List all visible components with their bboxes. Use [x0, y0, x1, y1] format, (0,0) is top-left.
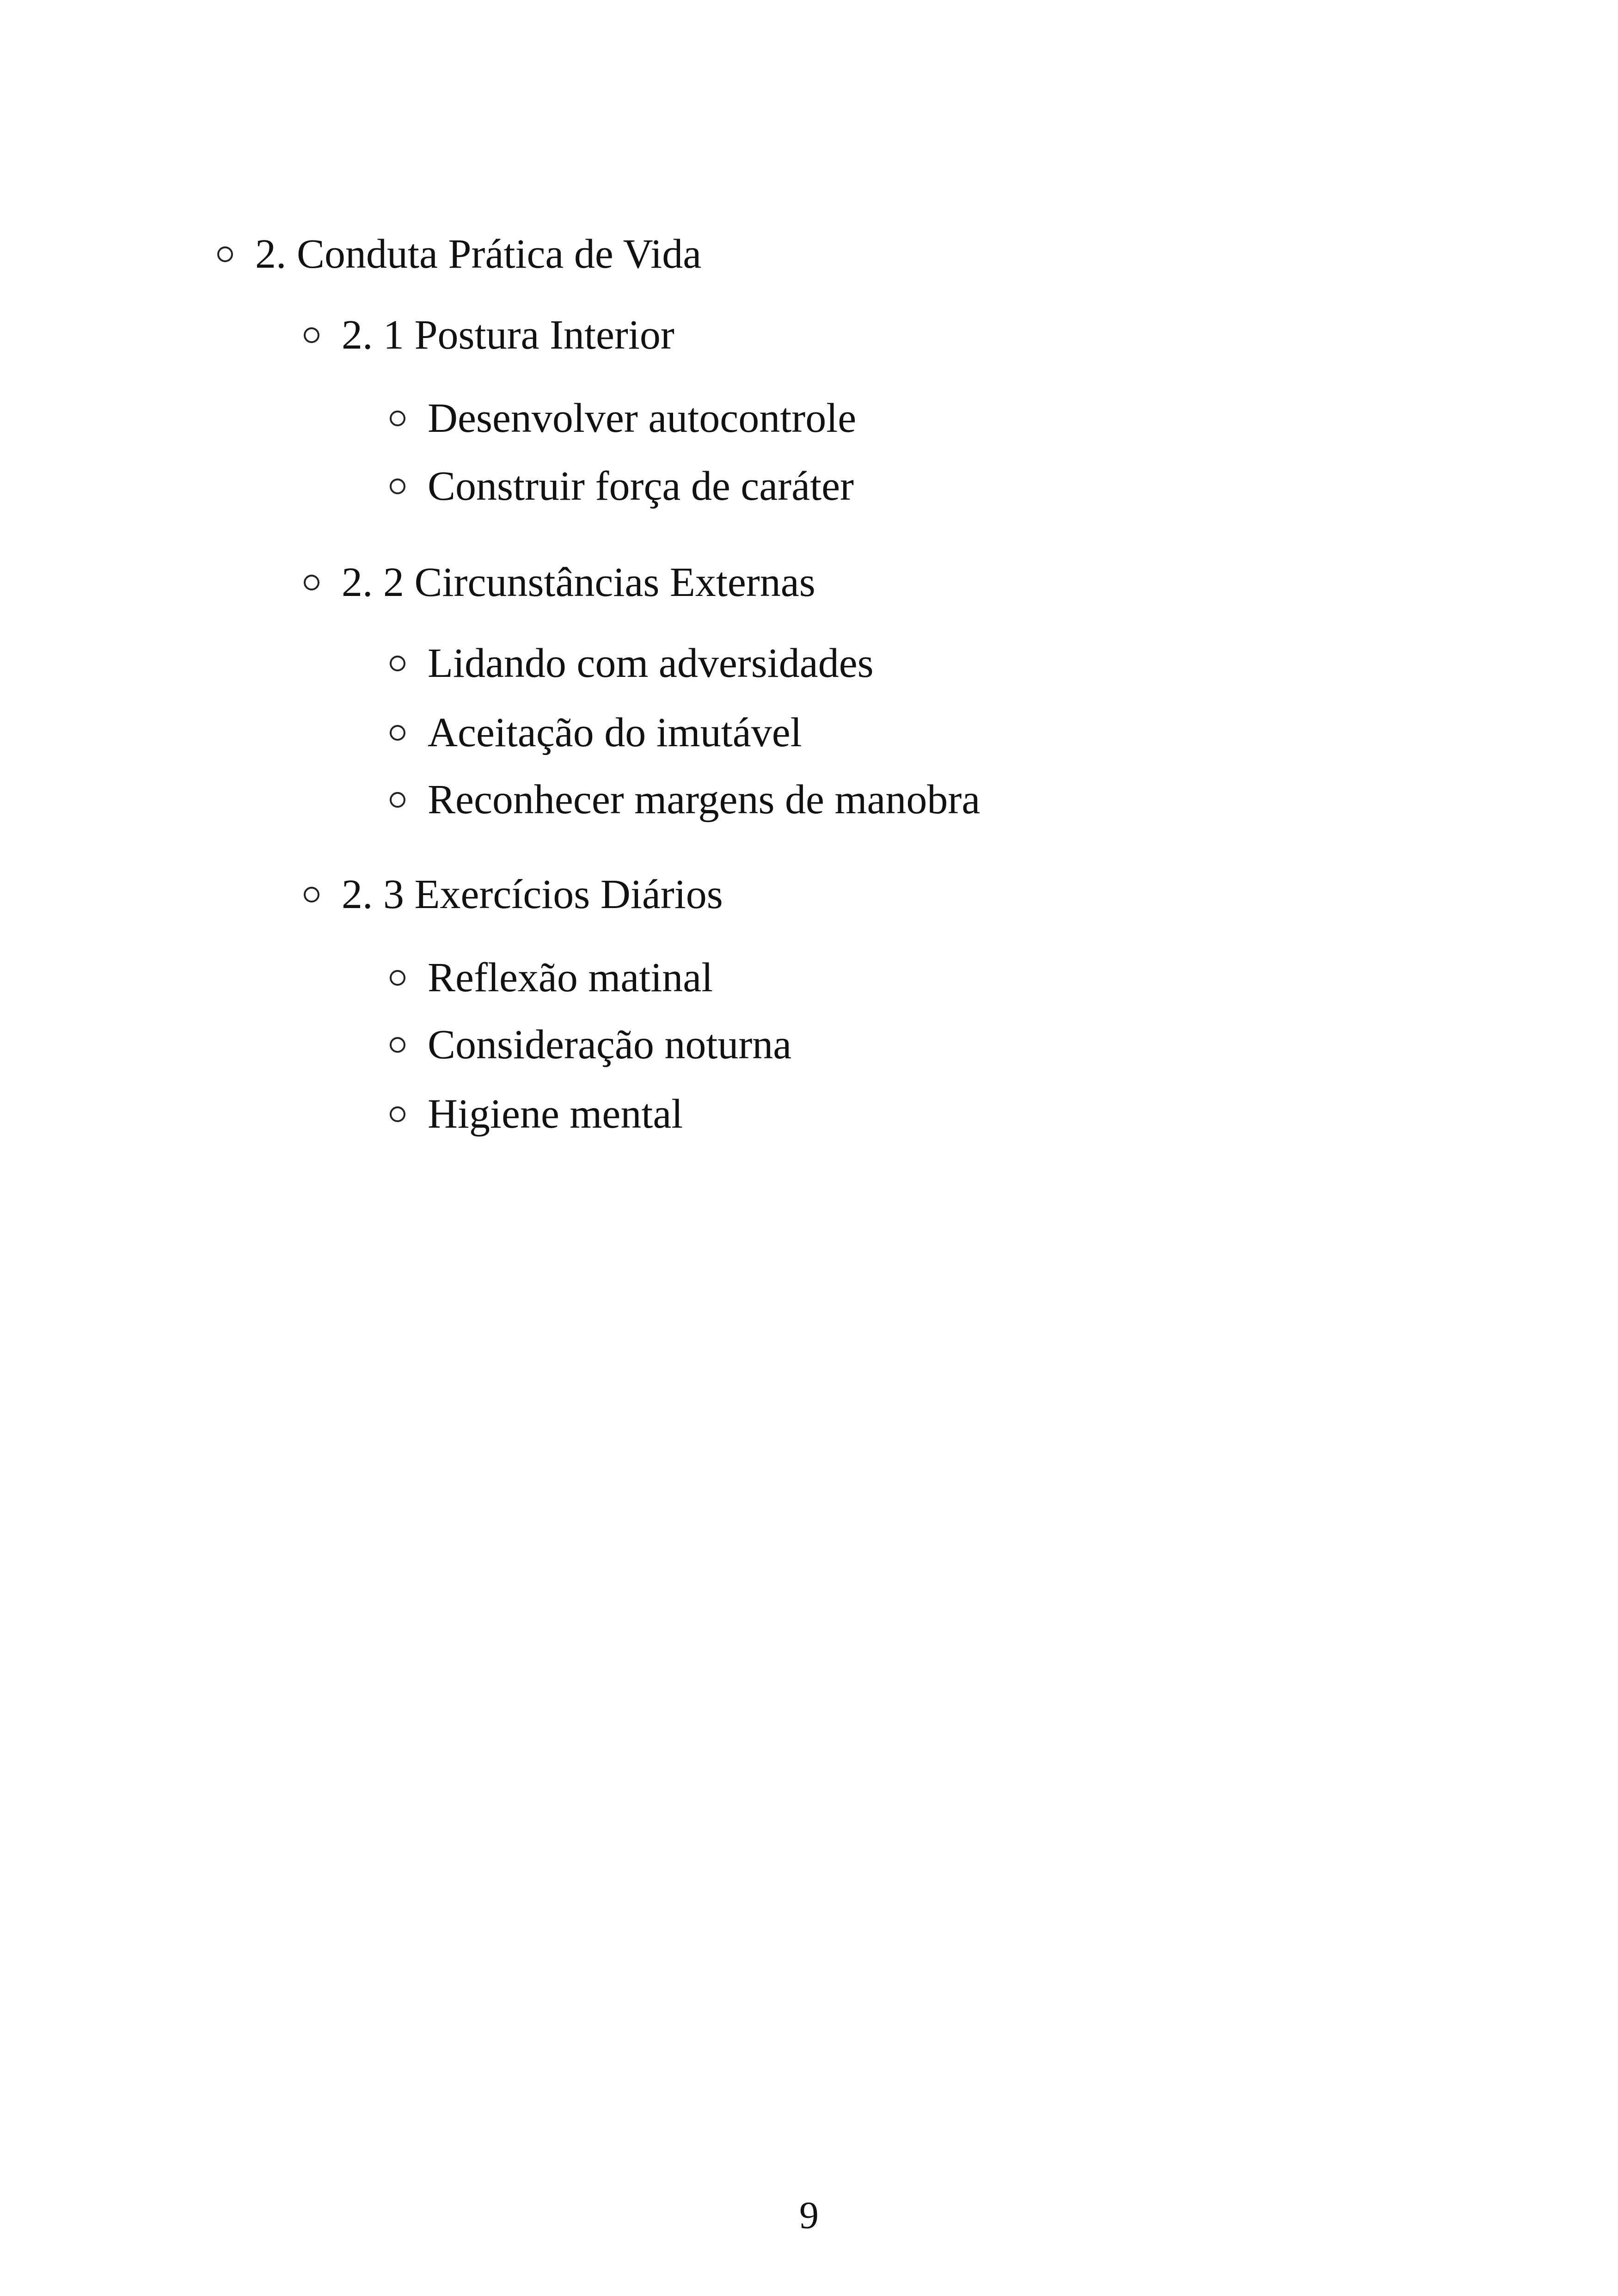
list-item-text: Lidando com adversidades — [428, 640, 874, 686]
hollow-circle-bullet-icon — [390, 1037, 405, 1053]
list-item-text: Higiene mental — [428, 1091, 683, 1137]
hollow-circle-bullet-icon — [217, 246, 233, 262]
hollow-circle-bullet-icon — [304, 327, 319, 343]
hollow-circle-bullet-icon — [390, 479, 405, 494]
list-item-text: Reflexão matinal — [428, 955, 713, 1001]
list-item-text: Reconhecer margens de manobra — [428, 777, 981, 823]
list-item — [390, 1093, 683, 1135]
subsection-title: 2. 2 Circunstâncias Externas — [342, 559, 815, 605]
list-item-text: Construir força de caráter — [428, 463, 854, 509]
hollow-circle-bullet-icon — [390, 656, 405, 671]
list-item — [390, 712, 802, 754]
list-item — [390, 1024, 791, 1066]
hollow-circle-bullet-icon — [304, 887, 319, 902]
list-item — [390, 640, 874, 686]
outline-subsection — [304, 874, 723, 915]
hollow-circle-bullet-icon — [390, 725, 405, 741]
outline-subsection — [304, 559, 815, 605]
hollow-circle-bullet-icon — [390, 792, 405, 808]
section-title: 2. Conduta Prática de Vida — [255, 231, 702, 277]
hollow-circle-bullet-icon — [304, 575, 319, 590]
hollow-circle-bullet-icon — [390, 411, 405, 426]
list-item — [390, 957, 713, 999]
page-number: 9 — [799, 2194, 819, 2237]
outline-section — [217, 233, 701, 275]
list-item-text: Consideração noturna — [428, 1022, 792, 1068]
hollow-circle-bullet-icon — [390, 970, 405, 986]
list-item-text: Aceitação do imutável — [428, 710, 802, 755]
subsection-title: 2. 3 Exercícios Diários — [342, 872, 723, 917]
list-item — [390, 779, 980, 821]
list-item-text: Desenvolver autocontrole — [428, 395, 857, 441]
list-item — [390, 463, 854, 509]
subsection-title: 2. 1 Postura Interior — [342, 312, 674, 358]
outline-subsection — [304, 314, 674, 356]
list-item — [390, 395, 857, 441]
hollow-circle-bullet-icon — [390, 1106, 405, 1122]
